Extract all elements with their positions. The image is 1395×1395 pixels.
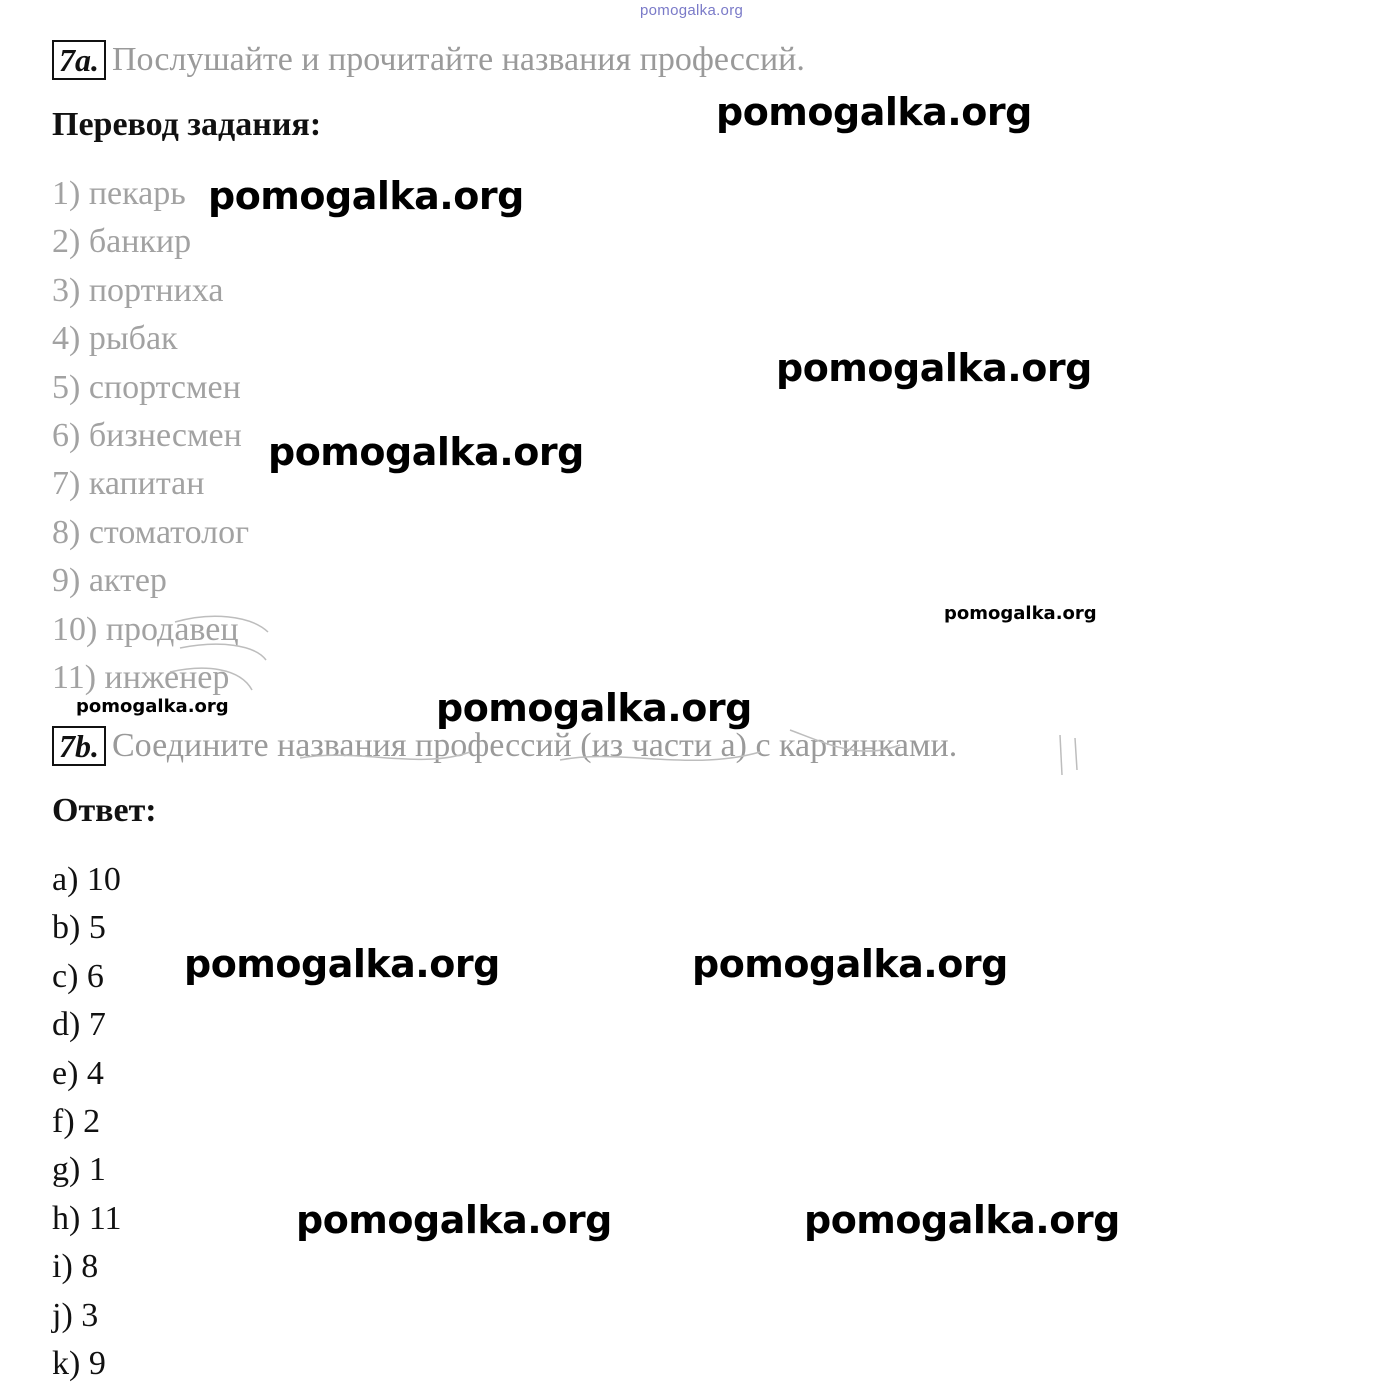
task-7b-instruction: Соедините названия профессий (из части а) с картинками. [112,727,958,764]
answer-item: e) 4 [52,1054,104,1092]
task-7b [52,726,957,766]
watermark: pomogalka.org [268,430,584,474]
answer-item: b) 5 [52,909,106,947]
site-mark-top: pomogalka.org [640,2,744,19]
profession-item: 9) актер [52,562,167,600]
profession-item: 11) инженер [52,658,230,696]
professions-list [52,170,249,702]
task-7a [52,40,805,80]
answer-item: k) 9 [52,1344,106,1382]
profession-item: 7) капитан [52,465,205,503]
watermark: pomogalka.org [296,1198,612,1242]
watermark-small: pomogalka.org [944,603,1097,624]
watermark: pomogalka.org [692,942,1008,986]
profession-item: 8) стоматолог [52,513,250,551]
profession-item: 2) банкир [52,223,192,261]
answer-item: d) 7 [52,1006,106,1044]
answer-heading: Ответ: [52,792,157,829]
watermark-small: pomogalka.org [76,696,229,717]
profession-item: 10) продавец [52,610,239,648]
watermark: pomogalka.org [716,90,1032,134]
watermark: pomogalka.org [208,174,524,218]
answer-item: i) 8 [52,1248,99,1286]
translation-heading: Перевод задания: [52,106,322,143]
task-7b-number: 7b. [52,726,106,766]
task-7a-instruction: Послушайте и прочитайте названия профессий. [112,41,805,78]
profession-item: 5) спортсмен [52,368,241,406]
profession-item: 1) пекарь [52,175,186,212]
answers-list [52,856,122,1388]
answer-item: c) 6 [52,957,104,995]
watermark: pomogalka.org [804,1198,1120,1242]
watermark: pomogalka.org [776,346,1092,390]
watermark: pomogalka.org [436,686,752,730]
profession-item: 6) бизнесмен [52,416,242,454]
profession-item: 4) рыбак [52,320,178,358]
watermark: pomogalka.org [184,942,500,986]
answer-item: f) 2 [52,1102,101,1140]
task-7a-number: 7a. [52,40,106,80]
answer-item: a) 10 [52,861,121,898]
answer-item: h) 11 [52,1199,122,1237]
profession-item: 3) портниха [52,271,224,309]
answer-item: j) 3 [52,1296,99,1334]
answer-item: g) 1 [52,1151,106,1189]
